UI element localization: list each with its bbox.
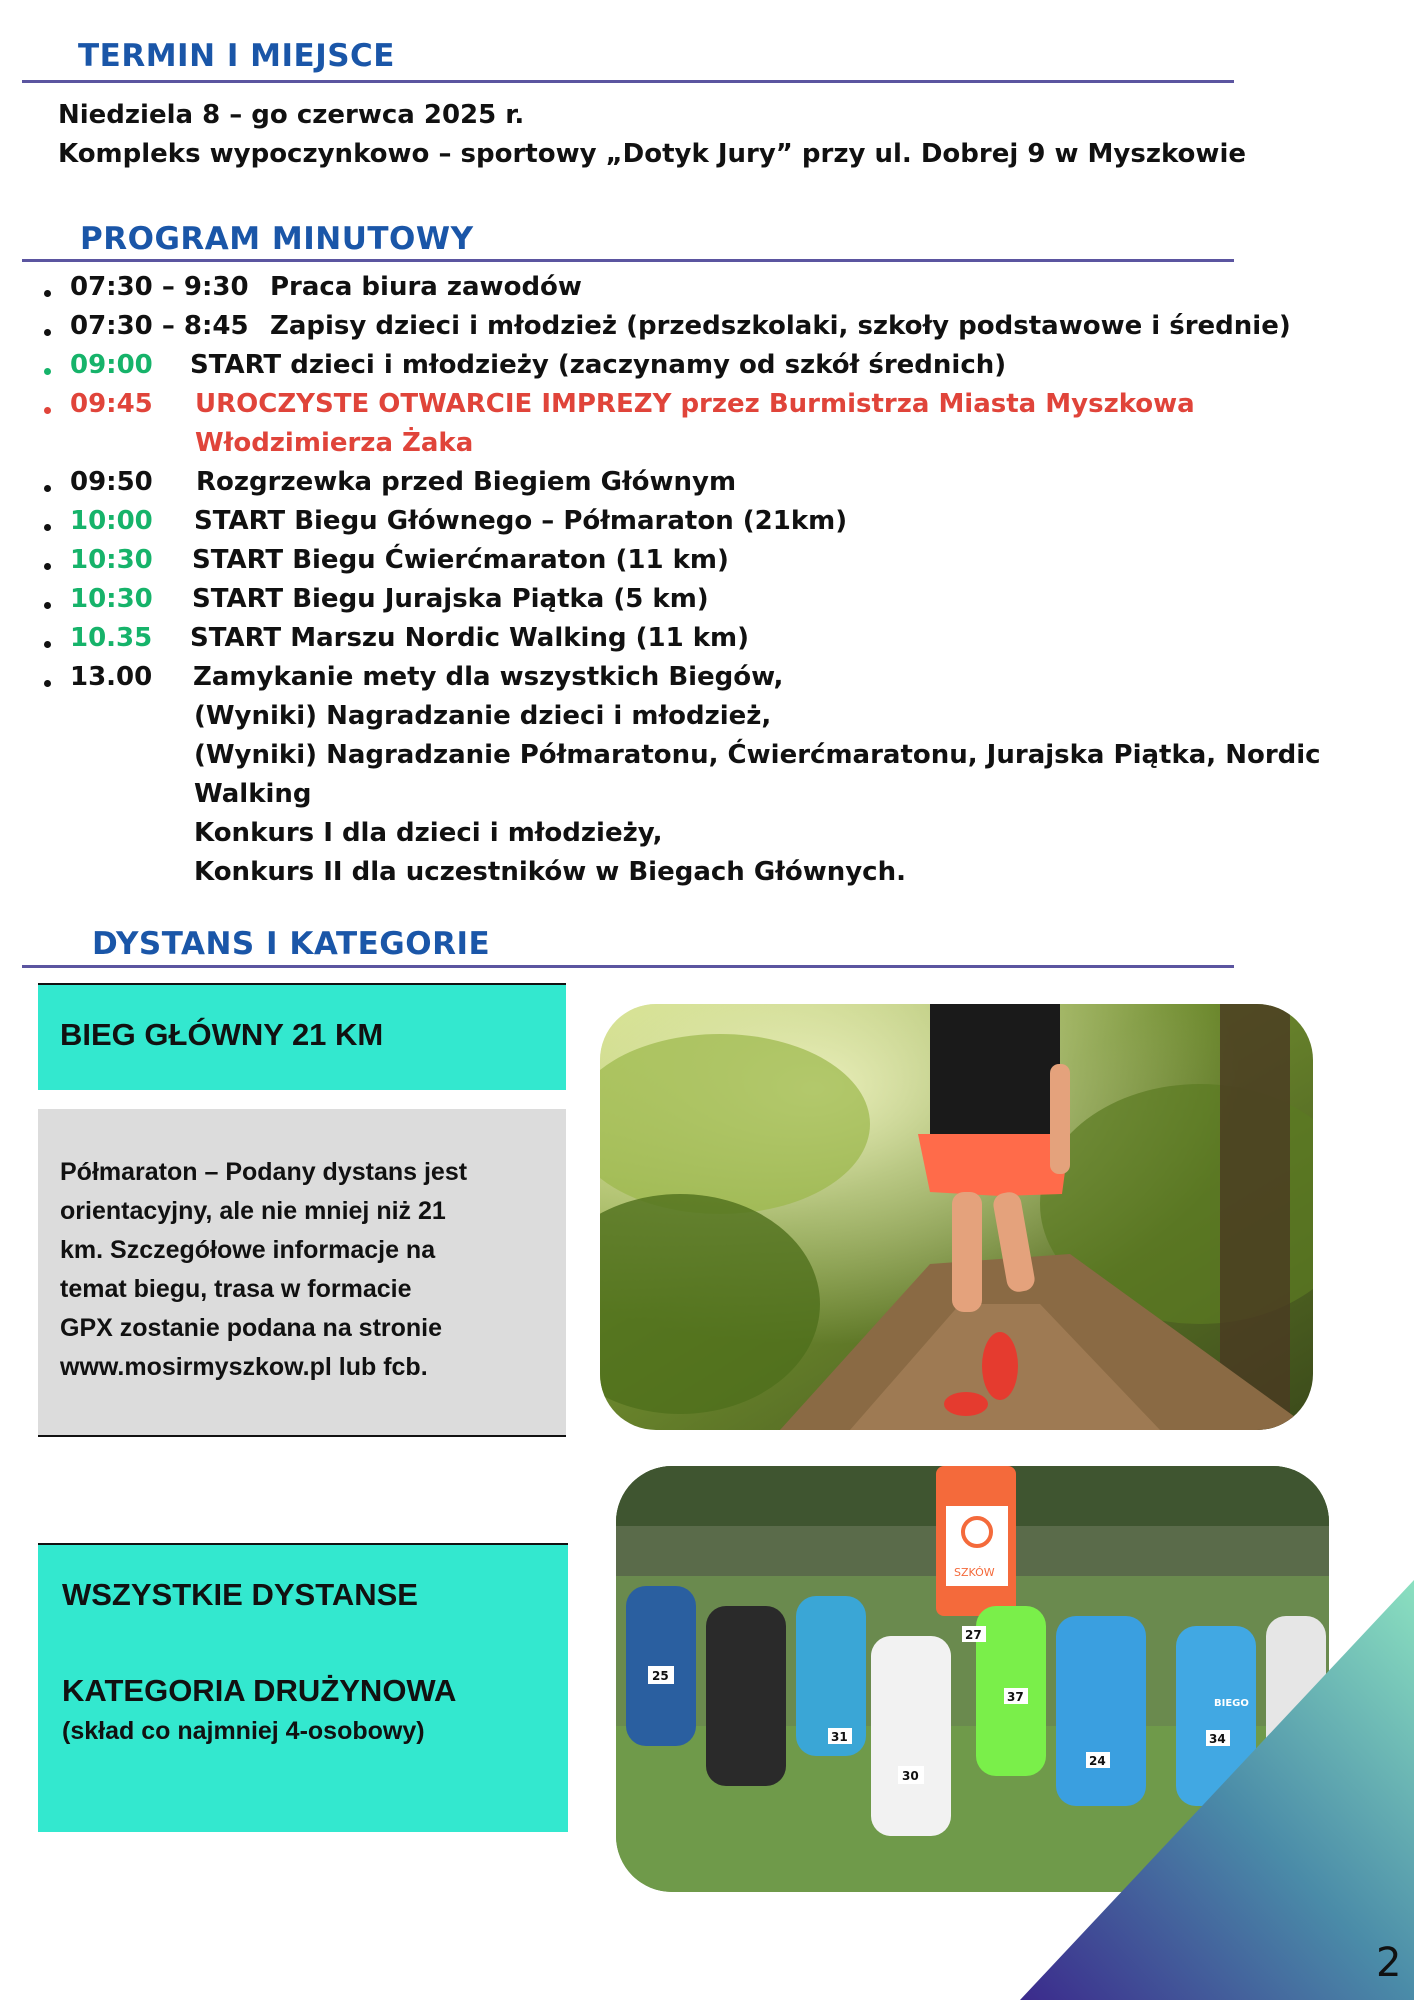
bib-number: 27 <box>965 1628 982 1642</box>
program-text-continued: Włodzimierza Żaka <box>195 428 474 458</box>
program-time: 07:30 – 8:45 <box>70 311 249 341</box>
main-run-heading: BIEG GŁÓWNY 21 KM <box>60 1017 384 1052</box>
bib-number: 25 <box>652 1669 669 1683</box>
bib-number: 37 <box>1007 1690 1024 1704</box>
program-continuation: Konkurs II dla uczestników w Biegach Głównych. <box>194 857 906 887</box>
description-line: temat biegu, trasa w formacie <box>60 1275 412 1303</box>
trail-runner-photo <box>600 1004 1313 1430</box>
shirt-text: BIEGO <box>1214 1698 1249 1709</box>
bullet <box>44 485 51 492</box>
team-category-subtitle: (skład co najmniej 4-osobowy) <box>62 1717 425 1745</box>
program-time: 10:30 <box>70 545 153 575</box>
all-distances-heading: WSZYSTKIE DYSTANSE <box>62 1577 418 1612</box>
description-line: km. Szczegółowe informacje na <box>60 1236 436 1264</box>
divider <box>38 1435 566 1437</box>
bullet <box>44 329 51 336</box>
trail-runner-illustration <box>600 1004 1313 1430</box>
bullet <box>44 563 51 570</box>
event-location: Kompleks wypoczynkowo – sportowy „Dotyk Jury” przy ul. Dobrej 9 w Myszkowie <box>58 139 1246 169</box>
bullet <box>44 407 51 414</box>
program-text: START Marszu Nordic Walking (11 km) <box>190 623 750 653</box>
arch-banner-text: SZKÓW <box>954 1566 995 1579</box>
description-line: Półmaraton – Podany dystans jest <box>60 1158 468 1186</box>
program-text: Praca biura zawodów <box>270 272 582 302</box>
main-run-description-box <box>38 1109 566 1435</box>
main-run-heading-box <box>38 985 566 1090</box>
bib-number: 31 <box>831 1730 848 1744</box>
bib-number: 24 <box>1089 1754 1106 1768</box>
program-text: Zamykanie mety dla wszystkich Biegów, <box>193 662 784 692</box>
section-title-termin: TERMIN I MIEJSCE <box>78 38 395 74</box>
program-text: UROCZYSTE OTWARCIE IMPREZY przez Burmistrza Miasta Myszkowa <box>195 389 1195 419</box>
description-line: GPX zostanie podana na stronie <box>60 1314 443 1342</box>
section-rule <box>22 259 1234 262</box>
bib-number: 34 <box>1209 1732 1226 1746</box>
description-line: orientacyjny, ale nie mniej niż 21 <box>60 1197 446 1225</box>
page-number: 2 <box>1376 1940 1402 1986</box>
bullet <box>44 602 51 609</box>
description-line: www.mosirmyszkow.pl lub fcb. <box>60 1353 428 1381</box>
program-time: 10:00 <box>70 506 153 536</box>
program-time: 09:00 <box>70 350 153 380</box>
program-text: Zapisy dzieci i młodzież (przedszkolaki, szkoły podstawowe i średnie) <box>270 311 1291 341</box>
program-time: 09:45 <box>70 389 153 419</box>
section-rule <box>22 80 1234 83</box>
program-continuation: (Wyniki) Nagradzanie dzieci i młodzież, <box>194 701 772 731</box>
section-rule <box>22 965 1234 968</box>
program-time: 13.00 <box>70 662 153 692</box>
program-time: 10:30 <box>70 584 153 614</box>
program-text: START Biegu Ćwierćmaraton (11 km) <box>192 545 729 575</box>
bullet <box>44 368 51 375</box>
program-time: 10.35 <box>70 623 153 653</box>
program-time: 07:30 – 9:30 <box>70 272 249 302</box>
main-run-description <box>60 1153 467 1387</box>
team-category-box <box>38 1545 568 1832</box>
program-text: START dzieci i młodzieży (zaczynamy od szkół średnich) <box>190 350 1007 380</box>
bib-number: 30 <box>902 1769 919 1783</box>
program-continuation: Walking <box>194 779 312 809</box>
program-text: START Biegu Głównego – Półmaraton (21km) <box>194 506 848 536</box>
corner-decoration <box>1000 1580 1414 2000</box>
section-title-dystans: DYSTANS I KATEGORIE <box>92 926 491 962</box>
program-text: Rozgrzewka przed Biegiem Głównym <box>196 467 737 497</box>
team-category-heading: KATEGORIA DRUŻYNOWA <box>62 1673 457 1708</box>
bullet <box>44 641 51 648</box>
bullet <box>44 290 51 297</box>
bullet <box>44 680 51 687</box>
program-text: START Biegu Jurajska Piątka (5 km) <box>192 584 709 614</box>
program-time: 09:50 <box>70 467 153 497</box>
program-continuation: (Wyniki) Nagradzanie Półmaratonu, Ćwierćmaratonu, Jurajska Piątka, Nordic <box>194 740 1321 770</box>
program-continuation: Konkurs I dla dzieci i młodzieży, <box>194 818 663 848</box>
section-title-program: PROGRAM MINUTOWY <box>80 221 474 257</box>
event-date: Niedziela 8 – go czerwca 2025 r. <box>58 100 525 130</box>
bullet <box>44 524 51 531</box>
